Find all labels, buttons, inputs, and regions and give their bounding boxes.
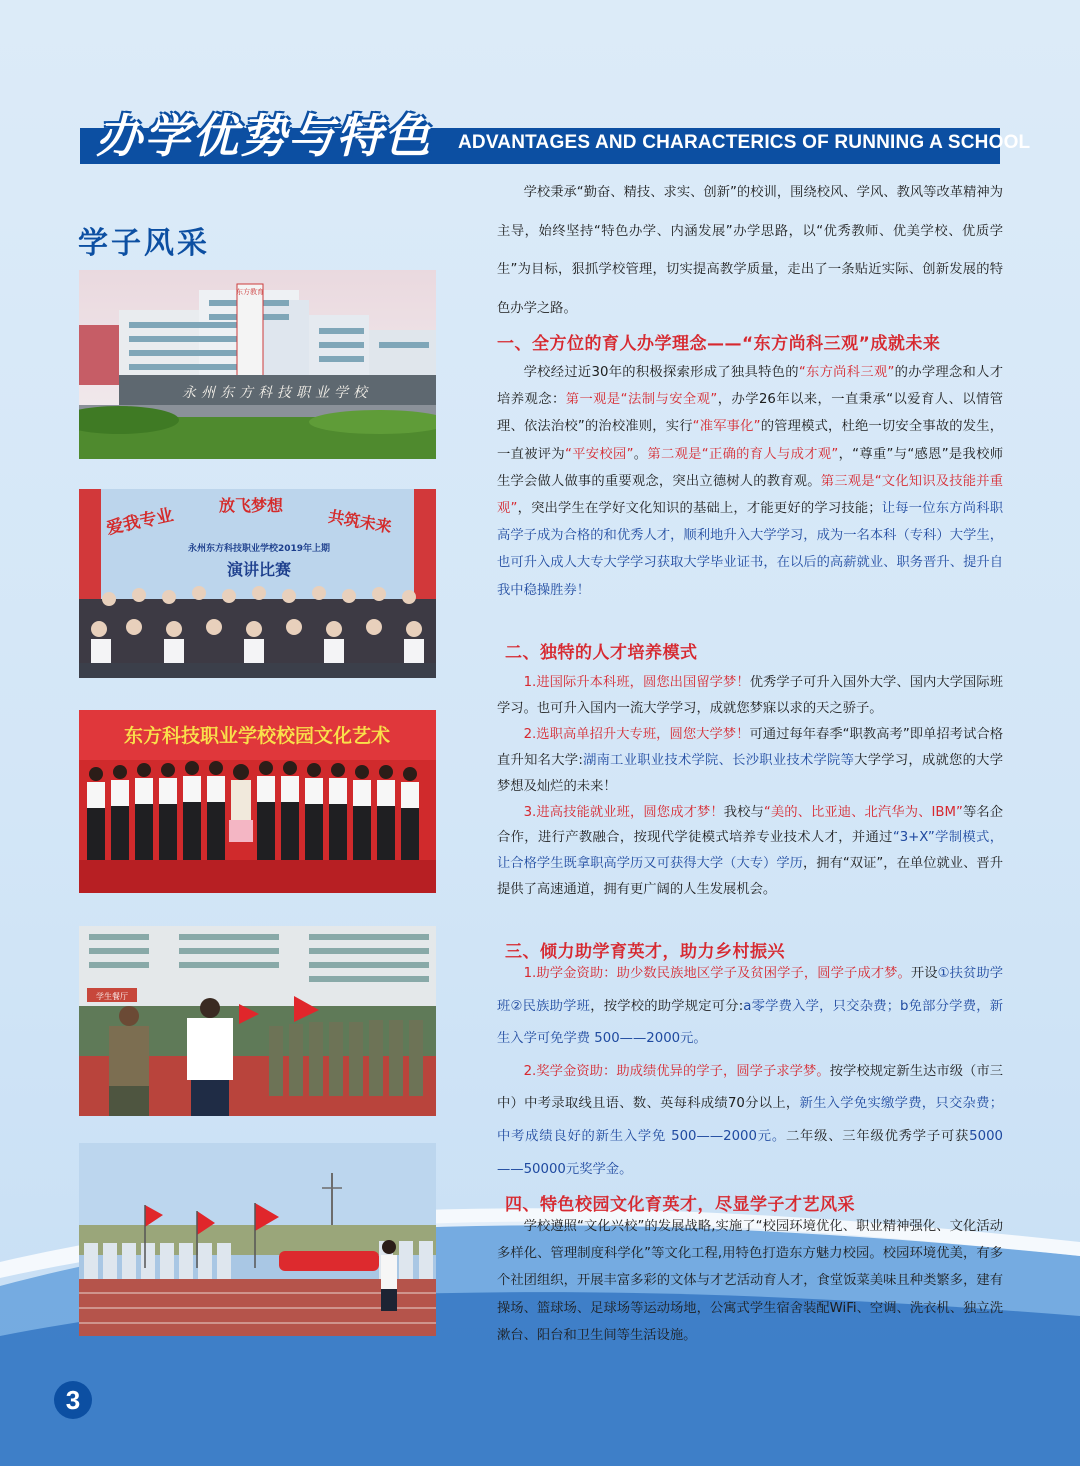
section-heading-2: 二、独特的人才培养模式 xyxy=(505,643,698,663)
campus-gate-sign: 永州东方科技职业学校 xyxy=(182,385,372,401)
intro-paragraph-block xyxy=(497,174,1003,328)
grant-item-1 xyxy=(497,958,1003,1056)
section-heading-3: 三、倾力助学育英才，助力乡村振兴 xyxy=(505,942,785,962)
section-heading-1: 一、全方位的育人办学理念——“东方尚科三观”成就未来 xyxy=(497,334,941,354)
section-heading-4: 四、特色校园文化育英才，尽显学子才艺风采 xyxy=(505,1195,855,1215)
highlight-span: 第二观是“正确的育人与成才观” xyxy=(647,446,839,462)
program-item-2 xyxy=(497,722,1003,800)
grant-item-2 xyxy=(497,1056,1003,1186)
tower-sign: 东方教育 xyxy=(236,288,264,296)
program-item-3 xyxy=(497,800,1003,904)
highlight-span: 2.奖学金资助：助成绩优异的学子，圆学子求学梦。 xyxy=(523,1063,830,1079)
highlight-span: “准军事化” xyxy=(692,419,761,435)
flag-parade-photo xyxy=(79,1143,436,1336)
text-span: 开设 xyxy=(910,966,938,981)
text-span: ，办学26年以来，一直秉承“以爱育人、以情管理、依法治校”的治校准则，实行 xyxy=(497,392,1004,435)
text-span: ，突出学生在学好文化知识的基础上，才能更好的学习技能； xyxy=(517,501,882,517)
banner-subtitle: 永州东方科技职业学校2019年上期 xyxy=(187,544,331,554)
page-title: 办学优势与特色 xyxy=(96,109,432,163)
campus-culture-paragraph: 学校遵照“文化兴校”的发展战略,实施了“校园环境优化、职业精神强化、文化活动多样化、管理制度科学化”等文化工程,用特色打造东方魅力校园。校园环境优美，有多个社团组织，开展丰富多彩的文体与才艺活动育人才，食堂饭菜美味且种类繁多，建有操场、篮球场、足球场等运动场地，公寓式学生宿舍装配WiFi、空调、洗衣机、独立洗漱台、阳台和卫生间等生活设施。 xyxy=(497,1219,1003,1343)
section-title: 学子风采 xyxy=(78,226,210,261)
text-span: 。 xyxy=(633,446,648,462)
text-span: 学校经过近30年的积极探索形成了独具特色的 xyxy=(523,365,799,380)
highlight-span: a零学费入学，只交杂费；b免部分学费，新生入学可免学费 500——2000元。 xyxy=(497,998,1004,1047)
highlight-span: 1.进国际升本科班，圆您出国留学梦！ xyxy=(523,675,750,690)
section-2-body xyxy=(497,670,1003,903)
page-subtitle-en: ADVANTAGES AND CHARACTERICS OF RUNNING A SCHOOL xyxy=(458,132,1031,153)
festival-banner-text: 东方科技职业学校校园文化艺术 xyxy=(123,725,391,747)
highlight-span: 新生入学免实缴学费，只交杂费；中考成绩良好的新生入学免 500——2000元。 xyxy=(497,1096,1004,1144)
page-number: 3 xyxy=(54,1381,92,1419)
highlight-span: 5000——50000元奖学金。 xyxy=(497,1128,1003,1177)
highlight-span: 3.进高技能就业班，圆您成才梦！ xyxy=(523,804,724,820)
canteen-sign: 学生餐厅 xyxy=(96,992,128,1001)
section-1-body xyxy=(497,359,1003,604)
text-span: 优秀学子可升入国外大学、国内大学国际班学习。也可升入国内一流大学学习，成就您梦寐以求的天之骄子。 xyxy=(497,675,1004,716)
text-span: ，“尊重”与“感恩”是我校师生学会做人做事的重要观念，突出立德树人的教育观。 xyxy=(497,446,1004,489)
highlight-span: “3+X”学制模式，让合格学生既拿职高学历又可获得大学（大专）学历 xyxy=(497,830,1004,872)
highlight-span: “平安校园” xyxy=(565,446,634,462)
highlight-span: 第三观是“文化知识及技能并重观” xyxy=(497,473,1004,517)
text-span: 我校与 xyxy=(723,804,764,820)
highlight-span: 第一观是“法制与安全观” xyxy=(565,392,718,408)
section-3-body xyxy=(497,958,1003,1186)
text-span: 的办学理念和人才培养观念： xyxy=(497,365,1004,408)
banner-slogan-2: 放飞梦想 xyxy=(218,496,284,515)
intro-paragraph: 学校秉承“勤奋、精技、求实、创新”的校训，围绕校风、学风、教风等改革精神为主导，始终坚持“特色办学、内涵发展”办学思路，以“优秀教师、优美学校、优质学生”为目标，狠抓学校管理，切实提高教学质量，走出了一条贴近实际、创新发展的特色办学之路。 xyxy=(497,185,1003,316)
program-item-1 xyxy=(497,670,1003,722)
text-span: 的管理模式，杜绝一切安全事故的发生，一直被评为 xyxy=(497,419,1004,462)
highlight-span: ①扶贫助学班②民族助学班 xyxy=(497,966,1004,1014)
highlight-span: 湖南工业职业技术学院、长沙职业技术学院等 xyxy=(582,752,855,768)
highlight-span: “美的、比亚迪、北汽华为、IBM” xyxy=(763,804,963,820)
section-4-body xyxy=(497,1213,1003,1349)
text-span: 二年级、三年级优秀学子可获 xyxy=(785,1128,970,1144)
highlight-span: 1.助学金资助：助少数民族地区学子及贫困学子，圆学子成才梦。 xyxy=(523,966,911,981)
highlight-span: 2.选职高单招升大专班，圆您大学梦！ xyxy=(523,726,750,742)
banner-slogan-3: 共筑未来 xyxy=(326,506,394,537)
military-training-photo xyxy=(79,926,436,1116)
text-span: 可通过每年春季“职教高考”即单招考试合格直升知名大学: xyxy=(497,726,1004,768)
speech-contest-photo xyxy=(79,489,436,678)
banner-event: 演讲比赛 xyxy=(226,560,292,579)
philosophy-paragraph xyxy=(497,359,1003,604)
highlight-span: “东方尚科三观” xyxy=(798,365,895,380)
highlight-span: 让每一位东方尚科职高学子成为合格的和优秀人才，顺利地升入大学学习，成为一名本科（专科）大学生，也可升入成人大专大学学习获取大学毕业证书，在以后的高薪就业、职务晋升、提升自我中稳操胜券！ xyxy=(497,501,1004,598)
text-span: ，拥有“双证”，在单位就业、晋升提供了高速通道，拥有更广阔的人生发展机会。 xyxy=(497,856,1004,898)
banner-slogan-1: 爱我专业 xyxy=(104,505,176,539)
text-span: 大学学习，成就您的大学梦想及灿烂的未来！ xyxy=(497,752,1004,794)
text-span: 按学校规定新生达市级（市三中）中考录取线且语、数、英每科成绩70分以上， xyxy=(497,1063,1004,1112)
campus-art-festival-photo xyxy=(79,710,436,893)
text-span: ，按学校的助学规定可分: xyxy=(590,998,744,1014)
campus-building-photo xyxy=(79,270,436,459)
text-span: 等名企合作，进行产教融合，按现代学徒模式培养专业技术人才，并通过 xyxy=(497,804,1004,846)
